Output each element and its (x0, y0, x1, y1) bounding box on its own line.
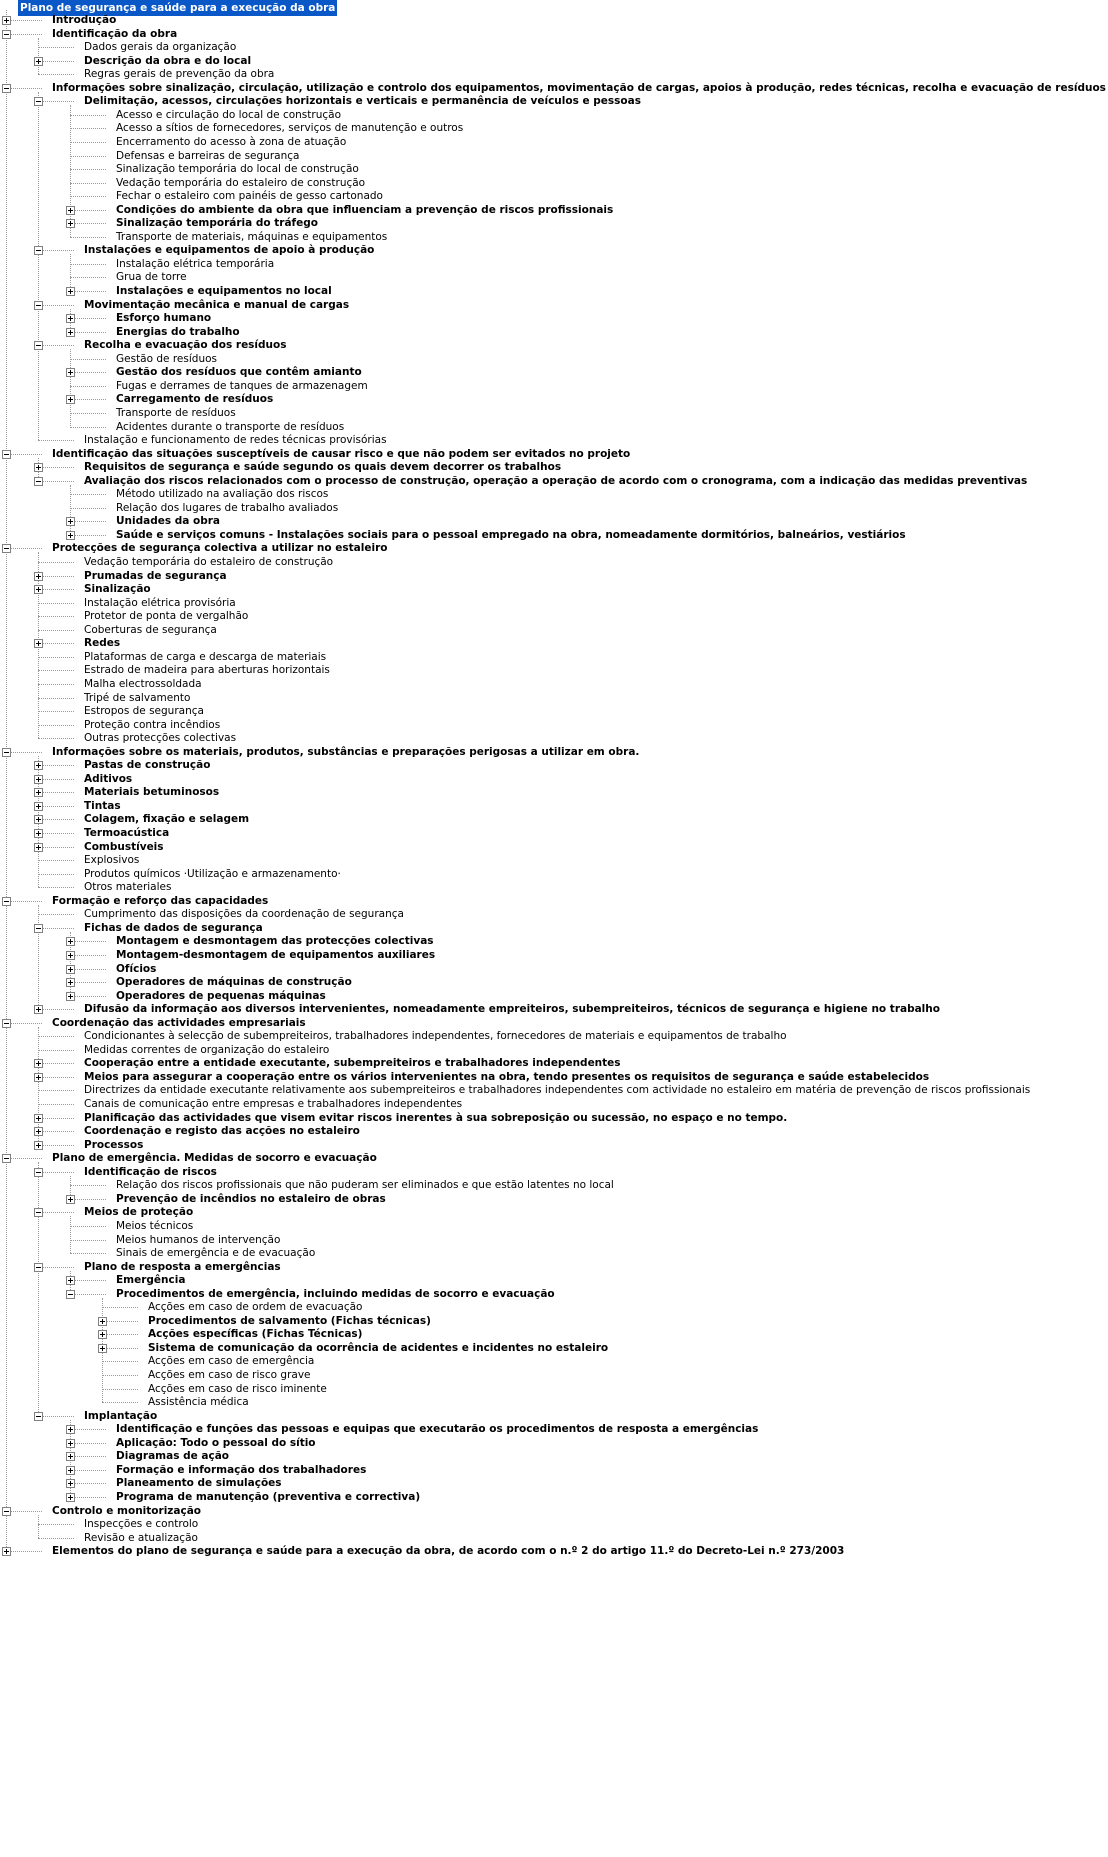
tree-node-label[interactable]: Acidentes durante o transporte de resíduos (116, 420, 345, 433)
tree-node-label[interactable]: Coordenação e registo das acções no estaleiro (84, 1125, 360, 1138)
expand-icon[interactable] (34, 57, 43, 66)
collapse-icon[interactable] (2, 544, 11, 553)
tree-connector (38, 1036, 74, 1037)
tree-node-label[interactable]: Fechar o estaleiro com painéis de gesso cartonado (116, 190, 383, 203)
tree-connector (70, 494, 106, 495)
tree-connector (38, 630, 74, 631)
tree-connector (38, 250, 74, 251)
expand-icon[interactable] (66, 937, 75, 946)
tree-node-label[interactable]: Protecções de segurança colectiva a utilizar no estaleiro (52, 542, 388, 555)
collapse-icon[interactable] (34, 1412, 43, 1421)
tree-connector (70, 1294, 106, 1295)
tree-node-label[interactable]: Cumprimento das disposições da coordenação de segurança (84, 908, 404, 921)
tree-connector (38, 711, 74, 712)
expand-icon[interactable] (66, 395, 75, 404)
tree-connector (38, 481, 74, 482)
tree-node-label[interactable]: Fichas de dados de segurança (84, 921, 263, 934)
tree-connector (38, 603, 74, 604)
tree-node-label[interactable]: Gestão dos resíduos que contêm amianto (116, 366, 362, 379)
tree-connector (38, 1172, 74, 1173)
tree-node-label[interactable]: Recolha e evacuação dos resíduos (84, 339, 287, 352)
tree-node-label[interactable]: Otros materiales (84, 881, 172, 894)
tree-node-label[interactable]: Medidas correntes de organização do estaleiro (84, 1043, 330, 1056)
tree-node-label[interactable]: Acções específicas (Fichas Técnicas) (148, 1328, 363, 1341)
tree-connector (70, 1443, 106, 1444)
tree-node-label[interactable]: Programa de manutenção (preventiva e correctiva) (116, 1490, 421, 1503)
tree-root-label[interactable]: Plano de segurança e saúde para a execução da obra (20, 2, 336, 14)
expand-icon[interactable] (66, 287, 75, 296)
tree-connector (70, 359, 106, 360)
tree-node-label[interactable]: Avaliação dos riscos relacionados com o processo de construção, operação a operação de acordo com o cronograma, com a indicação das medidas preventivas (84, 474, 1028, 487)
expand-icon[interactable] (34, 585, 43, 594)
tree-connector (70, 1483, 106, 1484)
tree-connector (102, 1402, 138, 1403)
tree-node-label[interactable]: Ofícios (116, 962, 157, 975)
tree-node-label[interactable]: Meios de proteção (84, 1206, 194, 1219)
tree-node-label[interactable]: Coordenação das actividades empresariais (52, 1016, 306, 1029)
tree-connector (70, 399, 106, 400)
collapse-icon[interactable] (66, 1290, 75, 1299)
tree-connector (70, 223, 106, 224)
tree-node-label[interactable]: Relação dos riscos profissionais que não puderam ser eliminados e que estão latentes no local (116, 1179, 614, 1192)
tree-node-label[interactable]: Informações sobre sinalização, circulação, utilização e controlo dos equipamentos, movimentação de cargas, apoios à produção, redes técnicas, recolha e evacuação de resíduos (52, 81, 1106, 94)
tree-connector (38, 1104, 74, 1105)
tree-node-label[interactable]: Identificação e funções das pessoas e equipas que executarão os procedimentos de resposta a emergências (116, 1423, 759, 1436)
expand-icon[interactable] (66, 531, 75, 540)
tree-node-label[interactable]: Planificação das actividades que visem evitar riscos inerentes à sua sobreposição ou sucessão, no espaço e no tempo. (84, 1111, 788, 1124)
tree-node-label[interactable]: Difusão da informação aos diversos intervenientes, nomeadamente empreiteiros, subempreiteiros, técnicos de segurança e higiene no trabalho (84, 1003, 940, 1016)
tree-connector (70, 969, 106, 970)
tree-node-label[interactable]: Descrição da obra e do local (84, 54, 252, 67)
tree-connector (38, 779, 74, 780)
tree-node-label[interactable]: Proteção contra incêndios (84, 718, 221, 731)
tree-connector (70, 955, 106, 956)
tree-node-label[interactable]: Outras protecções colectivas (84, 732, 237, 745)
tree-connector (70, 1240, 106, 1241)
tree-connector (38, 928, 74, 929)
tree-connector (38, 101, 74, 102)
tree-node-label[interactable]: Revisão e atualização (84, 1531, 198, 1544)
tree-node-label[interactable]: Condicionantes à selecção de subempreiteiros, trabalhadores independentes, fornecedores de materiais e equipamentos de trabalho (84, 1030, 787, 1043)
tree-node-label[interactable]: Sinalização (84, 583, 151, 596)
collapse-icon[interactable] (34, 924, 43, 933)
tree-connector (102, 1389, 138, 1390)
tree-node-label[interactable]: Procedimentos de emergência, incluindo medidas de socorro e evacuação (116, 1287, 555, 1300)
expand-icon[interactable] (66, 517, 75, 526)
expand-icon[interactable] (66, 314, 75, 323)
collapse-icon[interactable] (2, 1154, 11, 1163)
tree-connector (38, 698, 74, 699)
tree-connector (70, 291, 106, 292)
collapse-icon[interactable] (34, 1208, 43, 1217)
expand-icon[interactable] (66, 1466, 75, 1475)
tree-node-label[interactable]: Tintas (84, 799, 121, 812)
tree-connector (70, 1185, 106, 1186)
tree-connector (70, 982, 106, 983)
tree-node-label[interactable]: Plano de resposta a emergências (84, 1260, 281, 1273)
tree-connector (38, 562, 74, 563)
tree-connector (38, 61, 74, 62)
tree-node-label[interactable]: Aditivos (84, 772, 133, 785)
tree-node-label[interactable]: Combustíveis (84, 840, 164, 853)
expand-icon[interactable] (66, 368, 75, 377)
collapse-icon[interactable] (34, 1168, 43, 1177)
expand-icon[interactable] (34, 463, 43, 472)
tree-node-label[interactable]: Gestão de resíduos (116, 352, 217, 365)
tree-connector (102, 1307, 138, 1308)
tree-connector (102, 1334, 138, 1335)
expand-icon[interactable] (34, 761, 43, 770)
tree-connector (38, 589, 74, 590)
tree-node-label[interactable]: Regras gerais de prevenção da obra (84, 68, 275, 81)
tree-connector (6, 901, 42, 902)
tree-node-label[interactable]: Carregamento de resíduos (116, 393, 274, 406)
tree-connector (38, 657, 74, 658)
tree-node-label[interactable]: Encerramento do acesso à zona de atuação (116, 135, 347, 148)
tree-node-label[interactable]: Coberturas de segurança (84, 623, 217, 636)
collapse-icon[interactable] (34, 301, 43, 310)
tree-node-label[interactable]: Processos (84, 1138, 144, 1151)
tree-connector (38, 74, 74, 75)
tree-connector (38, 874, 74, 875)
tree-connector (70, 508, 106, 509)
tree-connector (70, 264, 106, 265)
tree-connector (38, 725, 74, 726)
collapse-icon[interactable] (34, 477, 43, 486)
tree-node-label[interactable]: Instalações e equipamentos no local (116, 285, 332, 297)
tree-node-label[interactable]: Energias do trabalho (116, 325, 240, 338)
expand-icon[interactable] (34, 1127, 43, 1136)
tree-node-label[interactable]: Unidades da obra (116, 515, 220, 528)
expand-icon[interactable] (2, 16, 11, 25)
tree-node-label[interactable]: Aplicação: Todo o pessoal do sítio (116, 1436, 316, 1449)
tree-node-label[interactable]: Vedação temporária do estaleiro de construção (84, 556, 334, 568)
expand-icon[interactable] (34, 639, 43, 648)
tree-connector (38, 914, 74, 915)
tree-connector (38, 765, 74, 766)
tree-node-label[interactable]: Delimitação, acessos, circulações horizontais e verticais e permanência de veículos e pessoas (84, 95, 641, 108)
tree-connector (38, 833, 74, 834)
tree-connector (38, 670, 74, 671)
expand-icon[interactable] (66, 978, 75, 987)
tree-node-label[interactable]: Método utilizado na avaliação dos riscos (116, 488, 329, 501)
tree-connector (70, 210, 106, 211)
tree-connector (6, 548, 42, 549)
collapse-icon[interactable] (2, 1507, 11, 1516)
tree-connector (6, 1158, 42, 1159)
collapse-icon[interactable] (2, 30, 11, 39)
expand-icon[interactable] (34, 1005, 43, 1014)
expand-icon[interactable] (34, 802, 43, 811)
collapse-icon[interactable] (2, 450, 11, 459)
tree-connector (38, 1063, 74, 1064)
expand-icon[interactable] (34, 1073, 43, 1082)
tree-connector (70, 1253, 106, 1254)
collapse-icon[interactable] (2, 748, 11, 757)
tree-connector (38, 1538, 74, 1539)
tree-connector (70, 427, 106, 428)
tree-node-label[interactable]: Pastas de construção (84, 759, 211, 772)
tree-connector (38, 1077, 74, 1078)
tree-connector (70, 1226, 106, 1227)
expand-icon[interactable] (66, 965, 75, 974)
tree-node-label[interactable]: Acções em caso de risco iminente (148, 1382, 327, 1395)
tree-node-label[interactable]: Redes (84, 637, 121, 650)
tree-connector (38, 806, 74, 807)
expand-icon[interactable] (66, 1493, 75, 1502)
tree-node-label[interactable]: Montagem e desmontagem das protecções colectivas (116, 935, 434, 948)
tree-node-label[interactable]: Formação e informação dos trabalhadores (116, 1463, 367, 1476)
tree-node-label[interactable]: Grua de torre (116, 271, 187, 284)
tree-node-label[interactable]: Esforço humano (116, 312, 212, 325)
expand-icon[interactable] (66, 1439, 75, 1448)
expand-icon[interactable] (66, 1479, 75, 1488)
tree-node-label[interactable]: Sistema de comunicação da ocorrência de acidentes e incidentes no estaleiro (148, 1341, 609, 1354)
tree-node-label[interactable]: Instalação e funcionamento de redes técnicas provisórias (84, 434, 387, 447)
tree-connector (70, 413, 106, 414)
expand-icon[interactable] (66, 328, 75, 337)
tree-node-label[interactable]: Meios humanos de intervenção (116, 1233, 281, 1246)
tree-node-label[interactable]: Acesso e circulação do local de construção (116, 108, 341, 121)
tree-node-label[interactable]: Implantação (84, 1409, 158, 1422)
collapse-icon[interactable] (34, 341, 43, 350)
tree-connector (6, 34, 42, 35)
tree-node-label[interactable]: Estropos de segurança (84, 705, 204, 718)
tree-node-label[interactable]: Emergência (116, 1274, 186, 1287)
tree-node-label[interactable]: Introdução (52, 14, 117, 26)
tree-node-label[interactable]: Produtos químicos ·Utilização e armazenamento· (84, 867, 341, 880)
expand-icon[interactable] (34, 843, 43, 852)
expand-icon[interactable] (66, 951, 75, 960)
tree-node-label[interactable]: Directrizes da entidade executante relativamente aos subempreiteiros e trabalhadores independentes com actividade no estaleiro em matéria de prevenção de riscos profissionais (84, 1084, 1031, 1097)
tree-connector (70, 996, 106, 997)
tree-connector (6, 1023, 42, 1024)
tree-connector (38, 1416, 74, 1417)
expand-icon[interactable] (98, 1330, 107, 1339)
expand-icon[interactable] (34, 829, 43, 838)
tree-node-label[interactable]: Plataformas de carga e descarga de materiais (84, 650, 327, 663)
tree-node-label[interactable]: Fugas e derrames de tanques de armazenagem (116, 379, 368, 392)
tree-node-label[interactable]: Explosivos (84, 854, 140, 867)
tree-connector (70, 1429, 106, 1430)
tree-node-label[interactable]: Canais de comunicação entre empresas e trabalhadores independentes (84, 1098, 463, 1110)
tree-node-label[interactable]: Condições do ambiente da obra que influenciam a prevenção de riscos profissionais (116, 203, 614, 216)
tree-connector (6, 20, 42, 21)
tree-node-label[interactable]: Sinais de emergência e de evacuação (116, 1247, 316, 1260)
tree-node-label[interactable]: Prevenção de incêndios no estaleiro de obras (116, 1192, 386, 1205)
tree-connector (38, 684, 74, 685)
tree-connector (6, 1511, 42, 1512)
tree-connector (38, 1050, 74, 1051)
expand-icon[interactable] (98, 1317, 107, 1326)
tree-node-label[interactable]: Materiais betuminosos (84, 786, 220, 799)
expand-icon[interactable] (66, 219, 75, 228)
expand-icon[interactable] (34, 1141, 43, 1150)
tree-connector (70, 169, 106, 170)
tree-node-label[interactable]: Saúde e serviços comuns - Instalações sociais para o pessoal empregado na obra, nomeadamente dormitórios, balneários, vestiários (116, 528, 906, 541)
expand-icon[interactable] (66, 1452, 75, 1461)
tree-node-label[interactable]: Acções em caso de ordem de evacuação (148, 1301, 363, 1314)
tree-node-label[interactable]: Tripé de salvamento (84, 691, 191, 704)
tree-connector (70, 115, 106, 116)
tree-node-label[interactable]: Termoacústica (84, 827, 170, 839)
tree-connector (38, 1267, 74, 1268)
tree-node-label[interactable]: Meios para assegurar a cooperação entre os vários intervenientes na obra, tendo presentes os requisitos de segurança e saúde estabelecidos (84, 1070, 930, 1083)
tree-node-label[interactable]: Instalação elétrica temporária (116, 257, 275, 270)
expand-icon[interactable] (34, 775, 43, 784)
tree-node-label[interactable]: Transporte de resíduos (116, 406, 236, 419)
tree-connector (102, 1348, 138, 1349)
tree-node-label[interactable]: Colagem, fixação e selagem (84, 813, 250, 826)
tree-node-label[interactable]: Operadores de pequenas máquinas (116, 989, 326, 1002)
collapse-icon[interactable] (2, 897, 11, 906)
tree-node-label[interactable]: Controlo e monitorização (52, 1504, 202, 1517)
tree-connector (70, 332, 106, 333)
tree-connector (70, 196, 106, 197)
tree-node-label[interactable]: Sinalização temporária do tráfego (116, 217, 318, 230)
tree-connector (6, 1551, 42, 1552)
expand-icon[interactable] (34, 788, 43, 797)
tree-connector (70, 535, 106, 536)
tree-node-label[interactable]: Acções em caso de emergência (148, 1355, 315, 1368)
tree-node-label[interactable]: Elementos do plano de segurança e saúde para a execução da obra, de acordo com o n.º 2 do artigo 11.º do Decreto-Lei n.º 273/2003 (52, 1545, 845, 1558)
tree-connector (70, 318, 106, 319)
tree-node-label[interactable]: Identificação de riscos (84, 1165, 217, 1178)
tree-connector (70, 1456, 106, 1457)
tree-connector (6, 454, 42, 455)
tree-connector (38, 819, 74, 820)
tree-node-label[interactable]: Instalação elétrica provisória (84, 596, 236, 609)
tree-node-label[interactable]: Planeamento de simulações (116, 1477, 282, 1490)
tree-node-label[interactable]: Acções em caso de risco grave (148, 1369, 311, 1381)
tree-connector (38, 47, 74, 48)
tree-connector (38, 576, 74, 577)
expand-icon[interactable] (98, 1344, 107, 1353)
collapse-icon[interactable] (34, 1263, 43, 1272)
tree-node-label[interactable]: Dados gerais da organização (84, 41, 237, 54)
tree-node-label[interactable]: Malha electrossoldada (84, 677, 202, 690)
tree-connector (38, 616, 74, 617)
tree-connector (38, 738, 74, 739)
tree-connector (38, 1212, 74, 1213)
collapse-icon[interactable] (34, 97, 43, 106)
tree-connector (38, 305, 74, 306)
tree-connector (102, 1375, 138, 1376)
tree-node-label[interactable]: Identificação da obra (52, 27, 178, 40)
tree-connector (70, 372, 106, 373)
tree-connector (38, 887, 74, 888)
tree-node-label[interactable]: Operadores de máquinas de construção (116, 976, 352, 989)
tree-node-label[interactable]: Estrado de madeira para aberturas horizontais (84, 664, 330, 677)
tree-connector (6, 88, 42, 89)
tree-connector (70, 1497, 106, 1498)
expand-icon[interactable] (34, 1059, 43, 1068)
tree-connector (70, 156, 106, 157)
tree-connector (38, 792, 74, 793)
tree-node-label[interactable]: Plano de emergência. Medidas de socorro e evacuação (52, 1152, 377, 1165)
expand-icon[interactable] (66, 1425, 75, 1434)
tree-connector (38, 1524, 74, 1525)
expand-icon[interactable] (2, 1547, 11, 1556)
tree-node-label[interactable]: Movimentação mecânica e manual de cargas (84, 298, 350, 311)
tree-connector (38, 1145, 74, 1146)
tree-connector (38, 860, 74, 861)
tree-connector (38, 1118, 74, 1119)
tree-node-label[interactable]: Identificação das situações susceptíveis de causar risco e que não podem ser evitados no projeto (52, 447, 631, 460)
tree-node-label[interactable]: Informações sobre os materiais, produtos, substâncias e preparações perigosas a utilizar em obra. (52, 745, 640, 758)
tree-node-label[interactable]: Defensas e barreiras de segurança (116, 149, 300, 162)
expand-icon[interactable] (34, 572, 43, 581)
tree-connector (102, 1361, 138, 1362)
tree-node-label[interactable]: Requisitos de segurança e saúde segundo os quais devem decorrer os trabalhos (84, 461, 562, 474)
collapse-icon[interactable] (2, 84, 11, 93)
tree-connector (102, 1321, 138, 1322)
tree-connector (38, 643, 74, 644)
tree-node-label[interactable]: Acesso a sítios de fornecedores, serviços de manutenção e outros (116, 122, 464, 135)
tree-connector (38, 847, 74, 848)
tree-connector (70, 183, 106, 184)
tree-node-label[interactable]: Diagramas de ação (116, 1450, 230, 1463)
tree-connector (70, 1280, 106, 1281)
expand-icon[interactable] (66, 992, 75, 1001)
expand-icon[interactable] (66, 206, 75, 215)
tree-connector (70, 277, 106, 278)
tree-connector (38, 440, 74, 441)
tree-node-label[interactable]: Vedação temporária do estaleiro de construção (116, 176, 366, 189)
tree-node-label[interactable]: Relação dos lugares de trabalho avaliados (116, 501, 339, 514)
tree-node-label[interactable]: Cooperação entre a entidade executante, subempreiteiros e trabalhadores independentes (84, 1057, 621, 1070)
tree-node-label[interactable]: Meios técnicos (116, 1219, 194, 1232)
tree-node-label[interactable]: Protetor de ponta de vergalhão (84, 610, 249, 623)
tree-connector (38, 467, 74, 468)
tree-connector (70, 1470, 106, 1471)
tree-connector (70, 521, 106, 522)
tree-row[interactable] (0, 1543, 845, 1559)
tree-connector (70, 386, 106, 387)
tree-connector (70, 128, 106, 129)
collapse-icon[interactable] (2, 1019, 11, 1028)
tree-node-label[interactable]: Instalações e equipamentos de apoio à produção (84, 244, 375, 257)
tree-node-label[interactable]: Procedimentos de salvamento (Fichas técnicas) (148, 1314, 431, 1327)
tree-node-label[interactable]: Inspecções e controlo (84, 1518, 199, 1531)
tree-connector (38, 1090, 74, 1091)
collapse-icon[interactable] (34, 246, 43, 255)
expand-icon[interactable] (34, 815, 43, 824)
expand-icon[interactable] (66, 1276, 75, 1285)
tree-connector (70, 142, 106, 143)
tree-connector (38, 345, 74, 346)
tree-node-label[interactable]: Montagem-desmontagem de equipamentos auxiliares (116, 948, 436, 961)
tree-connector (38, 1131, 74, 1132)
expand-icon[interactable] (66, 1195, 75, 1204)
tree-node-label[interactable]: Transporte de materiais, máquinas e equipamentos (116, 230, 388, 243)
tree-node-label[interactable]: Prumadas de segurança (84, 569, 227, 582)
tree-connector (70, 237, 106, 238)
tree-node-label[interactable]: Assistência médica (148, 1396, 249, 1409)
tree-node-label[interactable]: Formação e reforço das capacidades (52, 894, 269, 907)
expand-icon[interactable] (34, 1114, 43, 1123)
tree-node-label[interactable]: Sinalização temporária do local de construção (116, 163, 359, 176)
tree-connector (70, 941, 106, 942)
tree-connector (38, 1009, 74, 1010)
tree-connector (6, 752, 42, 753)
tree-connector (70, 1199, 106, 1200)
